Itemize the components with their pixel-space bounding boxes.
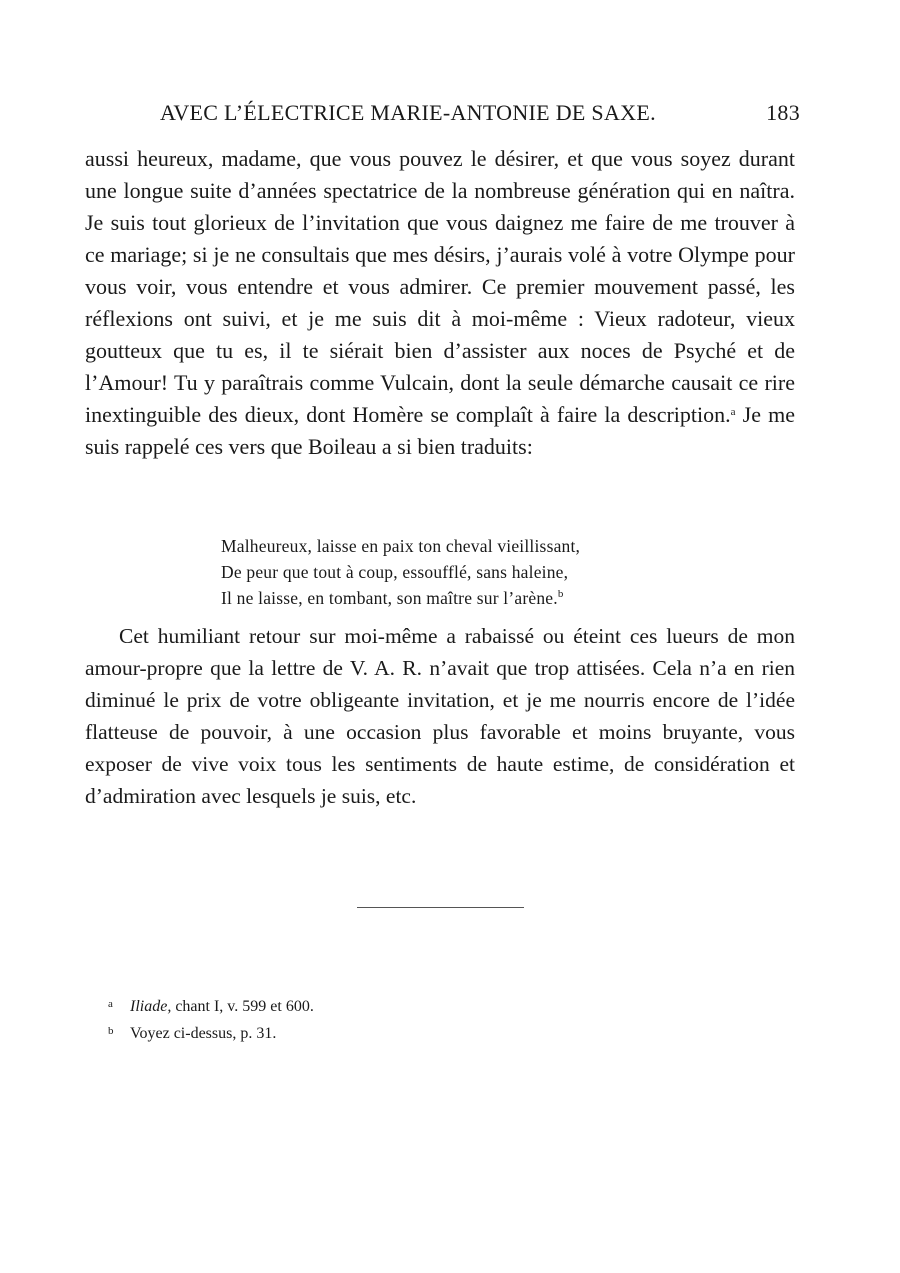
footnote-b-mark: b (108, 1025, 114, 1037)
verse-quotation (221, 533, 580, 611)
paragraph-2-text: Cet humiliant retour sur moi-même a rabaissé ou éteint ces lueurs de mon amour-propre que la lettre de V. A. R. n’avait que trop attisées. Cela n’a en rien diminué le prix de votre obligeante invitation, et je me nourris encore de l’idée flatteuse de pouvoir, à une occasion plus favorable et moins bruyante, vous exposer de vive voix tous les sentiments de haute estime, de considération et d’admiration avec lesquels je suis, etc. (85, 624, 795, 808)
verse-line-2: De peur que tout à coup, essoufflé, sans haleine, (221, 562, 569, 582)
verse-line-3 (221, 585, 580, 611)
footnote-b-text: Voyez ci-dessus, p. 31. (130, 1025, 277, 1042)
page-number: 183 (766, 100, 800, 125)
footnote-a-text: chant I, v. 599 et 600. (175, 998, 314, 1015)
paragraph-1-text-end: Je me suis rappelé ces vers que Boileau a si bien traduits: (85, 402, 795, 459)
paragraph-1-text: aussi heureux, madame, que vous pouvez le désirer, et que vous soyez durant une longue suite d’années spectatrice de la nombreuse génération qui en naîtra. Je suis tout glorieux de l’invitation que vous daignez me faire de me trouver à ce mariage; si je ne consultais que mes désirs, j’aurais volé à votre Olympe pour vous voir, vous entendre et vous admirer. Ce premier mouvement passé, les réflexions ont suivi, et je me suis dit à moi-même : Vieux radoteur, vieux goutteux que tu es, il te siérait bien d’assister aux noces de Psyché et de l’Amour! Tu y paraîtrais comme Vulcain, dont la seule démarche causait ce rire inextinguible des dieux, dont Homère se complaît à faire la description. (85, 146, 795, 427)
footnote-ref-b[interactable]: b (557, 588, 564, 600)
footnotes (108, 992, 314, 1046)
footnote-a-work-title: Iliade, (130, 998, 172, 1015)
running-title: AVEC L’ÉLECTRICE MARIE-ANTONIE DE SAXE. (160, 100, 656, 125)
footnote-b (108, 1019, 314, 1046)
body-paragraph-1 (85, 143, 795, 463)
body-paragraph-2 (85, 620, 795, 812)
footnote-a (108, 992, 314, 1019)
verse-line-1: Malheureux, laisse en paix ton cheval vieillissant, (221, 536, 581, 556)
footnote-ref-a[interactable]: a (730, 406, 736, 418)
footnote-a-mark: a (108, 998, 113, 1010)
verse-line-3-text: Il ne laisse, en tombant, son maître sur l’arène. (221, 588, 558, 608)
section-divider (357, 907, 524, 908)
